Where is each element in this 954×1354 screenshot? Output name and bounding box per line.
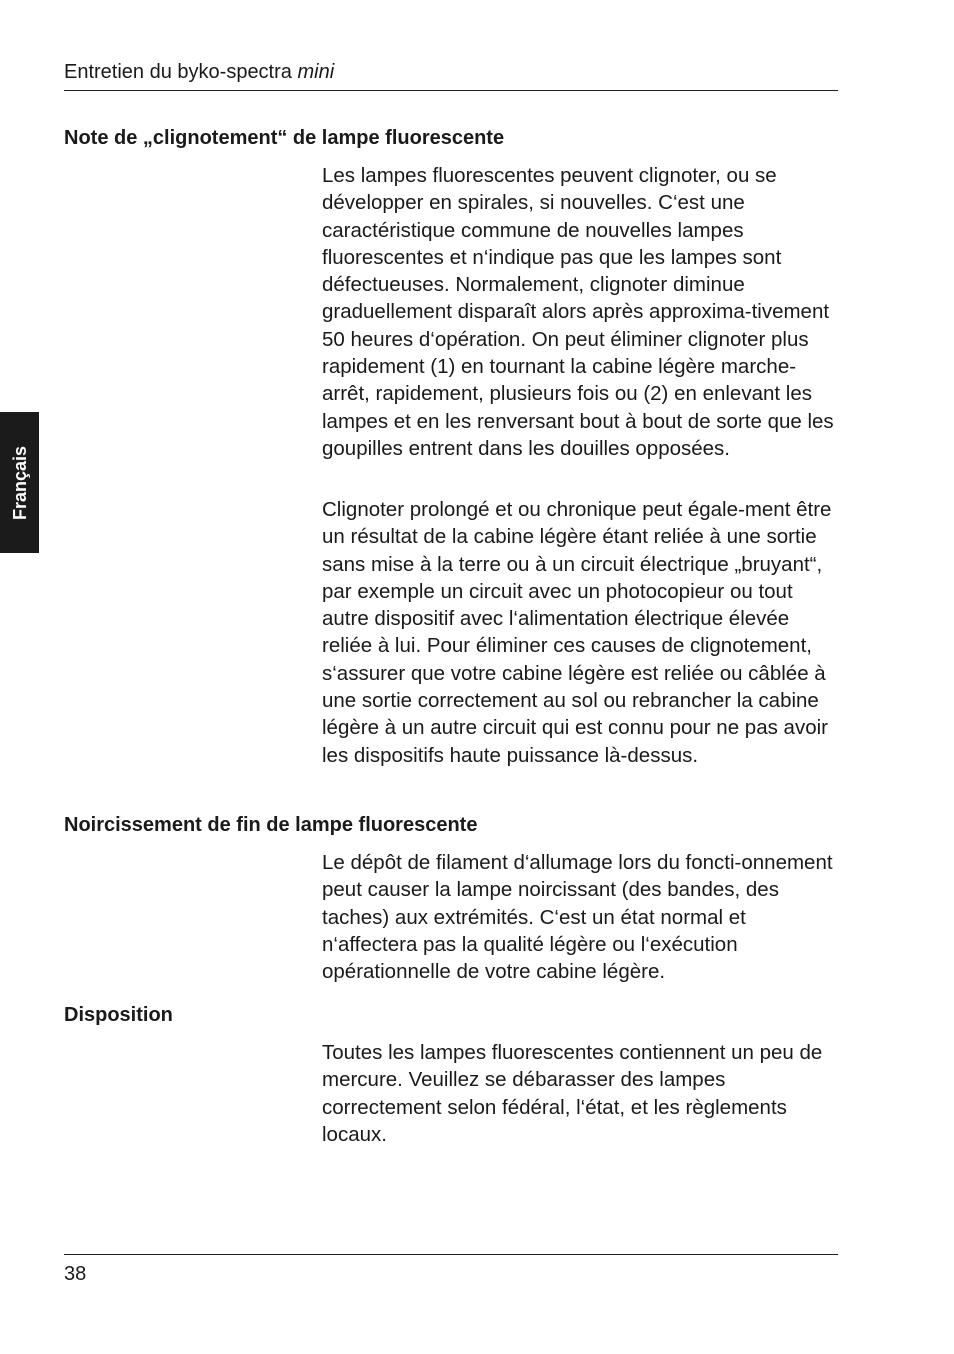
footer-divider — [64, 1254, 838, 1255]
running-title-italic: mini — [297, 61, 335, 83]
language-tab — [0, 412, 39, 553]
paragraph-flicker-1: Les lampes fluorescentes peuvent clignoter, ou se développer en spirales, si nouvelles. C‘est une caractéristique commune de nouvelles lampes fluorescentes et n‘indique pas que les lampes sont défectueuses. Normalement, clignoter diminue graduellement disparaît alors après approxima-tivement 50 heures d‘opération. On peut éliminer clignoter plus rapidement (1) en tournant la cabine légère marche-arrêt, rapidement, plusieurs fois ou (2) en enlevant les lampes et en les renversant bout à bout de sorte que les goupilles entrent dans les douilles opposées. — [322, 164, 834, 460]
page-header — [64, 58, 838, 91]
paragraph-disposal: Toutes les lampes fluorescentes contiennent un peu de mercure. Veuillez se débarasser des lampes correctement selon fédéral, l‘état, et les règlements locaux. — [322, 1041, 823, 1146]
section-heading-flicker: Note de „clignotement“ de lampe fluorescente — [64, 127, 505, 149]
language-tab-label: Français — [9, 445, 30, 520]
page-number: 38 — [64, 1263, 87, 1285]
paragraph-flicker-2: Clignoter prolongé et ou chronique peut égale-ment être un résultat de la cabine légère étant reliée à une sortie sans mise à la terre ou à un circuit électrique „bruyant“, par exemple un circuit avec un photocopieur ou tout autre dispositif avec l‘alimentation électrique élevée reliée à lui. Pour éliminer ces causes de clignotement, s‘assurer que votre cabine légère est reliée ou câblée à une sortie correctement au sol ou rebrancher la cabine légère à un autre circuit qui est connu pour ne pas avoir les dispositifs haute puissance là-dessus. — [322, 498, 832, 767]
paragraph-blackening: Le dépôt de filament d‘allumage lors du foncti-onnement peut causer la lampe noircissant (des bandes, des taches) aux extrémités. C‘est un état normal et n‘affectera pas la qualité légère ou l‘exécution opérationnelle de votre cabine légère. — [322, 851, 833, 984]
running-title-text: Entretien du byko-spectra — [64, 61, 298, 83]
section-heading-disposal: Disposition — [64, 1004, 173, 1026]
running-title — [64, 60, 334, 84]
section-heading-blackening: Noircissement de fin de lampe fluorescente — [64, 814, 478, 836]
